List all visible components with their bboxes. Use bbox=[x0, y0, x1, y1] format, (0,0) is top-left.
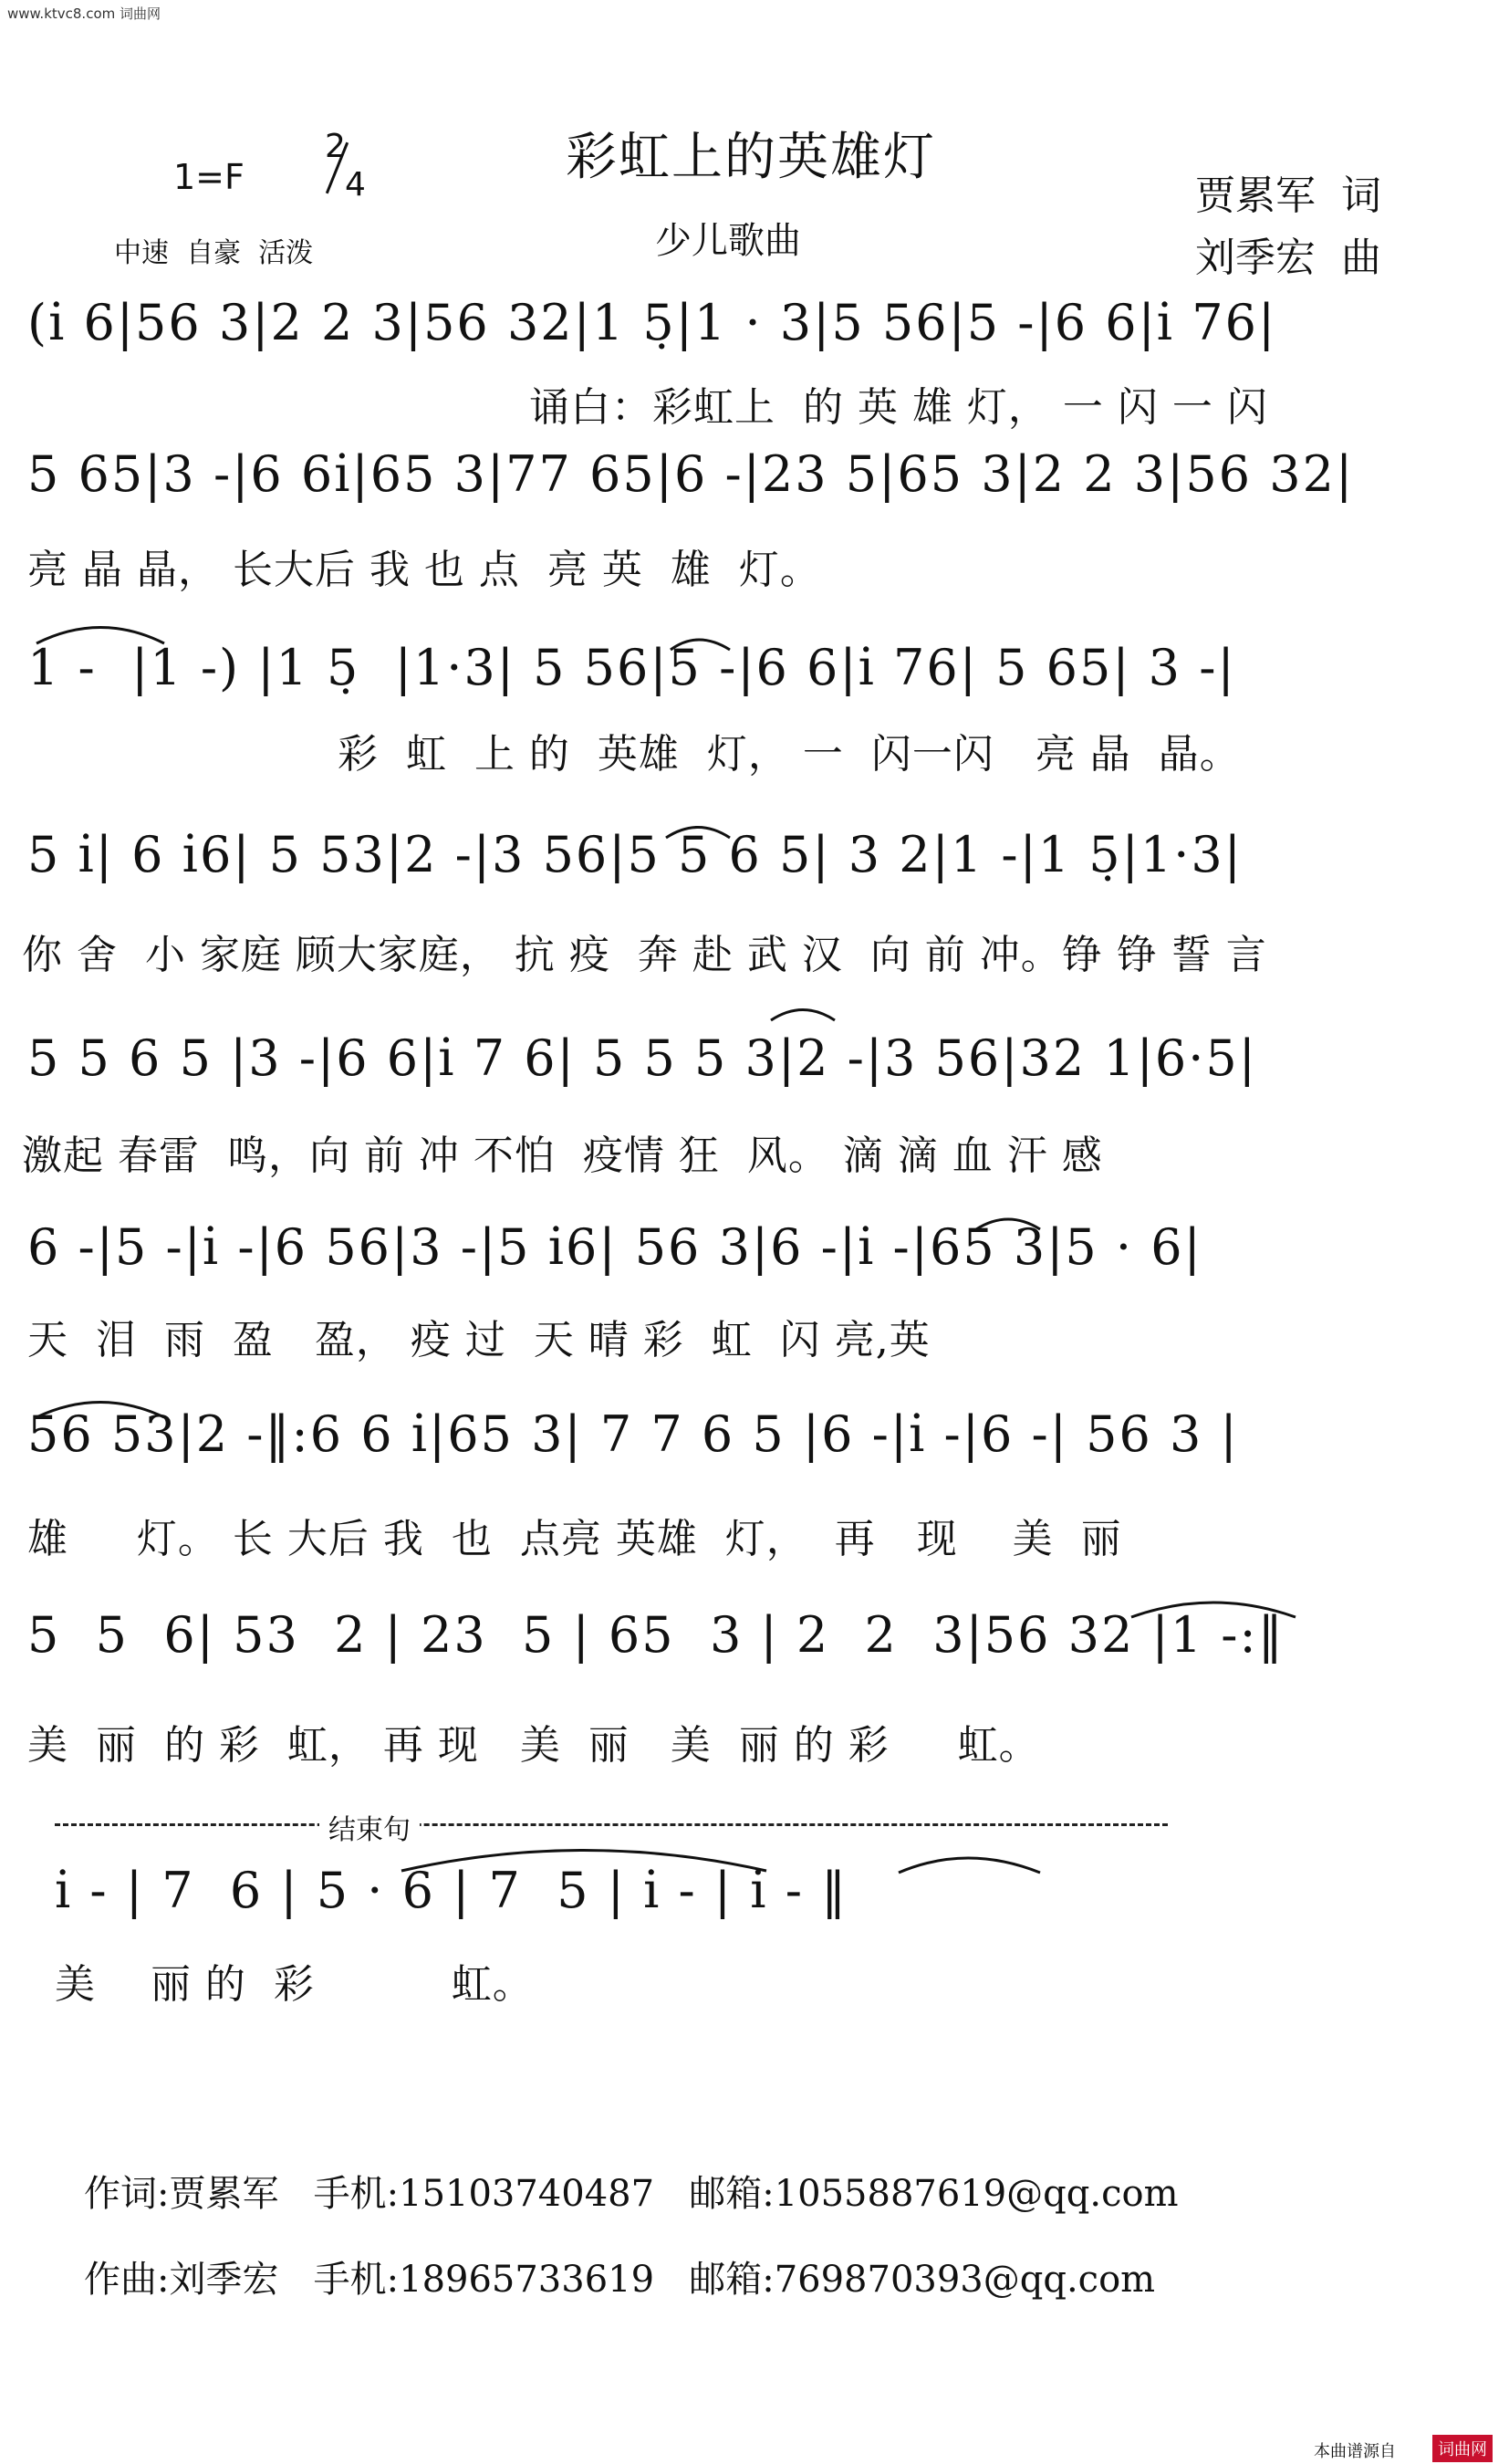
lyricist-credit: 贾累军 词 bbox=[1195, 172, 1381, 219]
key-signature: 1=F bbox=[173, 157, 245, 197]
composer-name: 作曲:刘季宏 bbox=[84, 2259, 279, 2301]
lyric-line-2: 亮 晶 晶， 长大后 我 也 点 亮 英 雄 灯。 bbox=[27, 547, 821, 593]
lyricist-name: 作词:贾累军 bbox=[84, 2173, 279, 2215]
lyric-line-5: 激起 春雷 鸣，向 前 冲 不怕 疫情 狂 风。 滴 滴 血 汗 感 bbox=[22, 1133, 1103, 1179]
footer-credit: 本曲谱源自 bbox=[1314, 2442, 1396, 2461]
lyric-line-4: 你 舍 小 家庭 顾大家庭， 抗 疫 奔 赴 武 汉 向 前 冲。铮 铮 誓 言 bbox=[22, 932, 1267, 978]
composer-email: 邮箱:769870393@qq.com bbox=[689, 2259, 1156, 2301]
lyric-line-6: 天 泪 雨 盈 盈， 疫 过 天 晴 彩 虹 闪 亮,英 bbox=[27, 1317, 931, 1363]
meter-top: 2 bbox=[325, 128, 346, 165]
lyric-line-9: 美 丽 的 彩 虹。 bbox=[55, 1961, 534, 2008]
notation-line-7: 56 53|2 -‖:6 6 i̇|65 3| 7 7 6 5 |6 -|i̇ -|6 -| 56 3 | bbox=[27, 1405, 1239, 1463]
composer-phone: 手机:18965733619 bbox=[313, 2259, 655, 2301]
ending-phrase-bracket bbox=[55, 1823, 1168, 1826]
ending-phrase-marker bbox=[55, 1807, 1186, 1846]
time-signature bbox=[319, 128, 374, 210]
notation-line-9: i̇ - | 7 6 | 5 · 6 | 7 5 | i̇ - | i̇ - ‖ bbox=[55, 1862, 848, 1919]
song-title: 彩虹上的英雄灯 bbox=[566, 128, 936, 187]
song-subtitle: 少儿歌曲 bbox=[655, 220, 801, 262]
lyric-line-7: 雄 灯。 长 大后 我 也 点亮 英雄 灯， 再 现 美 丽 bbox=[27, 1516, 1122, 1562]
notation-line-8: 5 5 6| 53 2 | 23 5 | 65 3 | 2 2 3|56 32 |1 -:‖ bbox=[27, 1606, 1285, 1664]
notation-line-1: (i̇ 6|56 3|2 2 3|56 32|1 5̣|1 · 3|5 56|5 -|6 6|i̇ 76| bbox=[27, 294, 1277, 351]
slur-arc bbox=[771, 1010, 835, 1021]
composer-credit: 刘季宏 曲 bbox=[1195, 235, 1381, 281]
notation-line-4: 5 i̇| 6 i̇6| 5 53|2 -|3 56|5 5 6 5| 3 2|1 -|1 5̣|1·3| bbox=[27, 826, 1243, 883]
notation-line-2: 5 65|3 -|6 6i̇|65 3|77 65|6 -|23 5|65 3|2 2 3|56 32| bbox=[27, 445, 1355, 503]
lyric-line-8: 美 丽 的 彩 虹， 再 现 美 丽 美 丽 的 彩 虹。 bbox=[27, 1722, 1040, 1769]
footer-logo: 词曲网 bbox=[1432, 2435, 1493, 2462]
lyricist-email: 邮箱:1055887619@qq.com bbox=[689, 2173, 1179, 2215]
meter-bottom: 4 bbox=[345, 166, 366, 204]
slur-arc bbox=[899, 1858, 1040, 1873]
notation-line-5: 5 5 6 5 |3 -|6 6|i̇ 7 6| 5 5 5 3|2 -|3 56|32 1|6·5| bbox=[27, 1029, 1257, 1087]
composer-contact bbox=[84, 2250, 1155, 2302]
lyric-line-3: 彩 虹 上 的 英雄 灯， 一 闪一闪 亮 晶 晶。 bbox=[338, 731, 1241, 778]
lyricist-phone: 手机:15103740487 bbox=[313, 2173, 655, 2215]
notation-line-3: 1 - |1 -) |1 5̣ |1·3| 5 56|5 -|6 6|i̇ 76| 5 65| 3 -| bbox=[27, 639, 1236, 696]
tempo-marking: 中速 自豪 活泼 bbox=[114, 237, 314, 269]
ending-phrase-label: 结束句 bbox=[319, 1807, 420, 1847]
lyricist-contact bbox=[84, 2165, 1179, 2217]
lyric-line-1: 诵白：彩虹上 的 英 雄 灯， 一 闪 一 闪 bbox=[529, 384, 1268, 431]
site-url: www.ktvc8.com 词曲网 bbox=[7, 5, 161, 22]
notation-line-6: 6 -|5 -|i̇ -|6 56|3 -|5 i̇6| 56 3|6 -|i̇ -|65 3|5 · 6| bbox=[27, 1218, 1202, 1276]
